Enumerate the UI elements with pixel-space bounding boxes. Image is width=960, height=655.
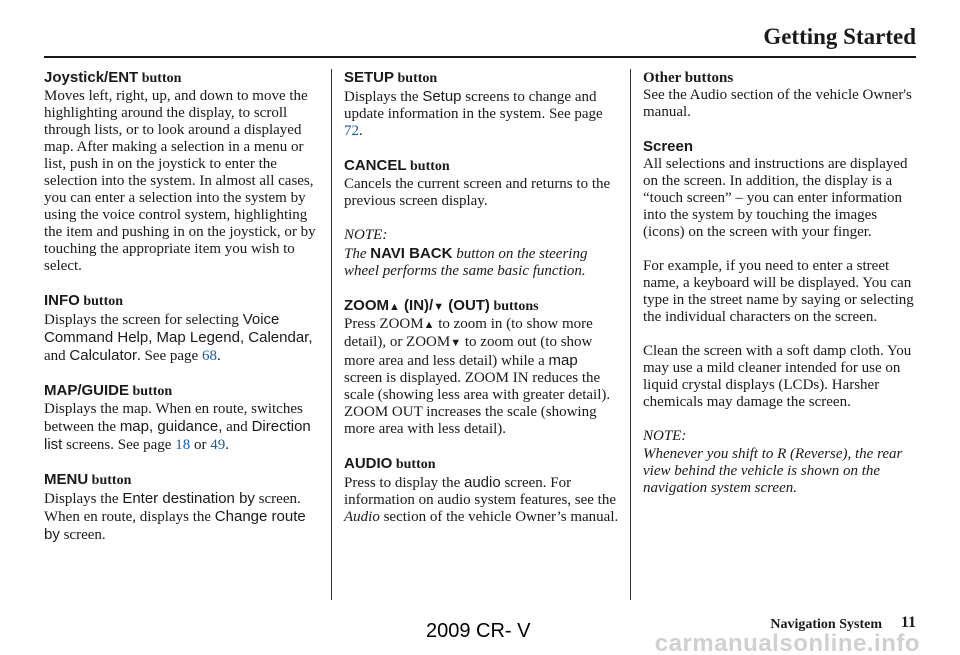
heading-map-guide: MAP/GUIDE button	[44, 382, 173, 399]
body-screen-2: For example, if you need to enter a street name, a keyboard will be displayed. You can type in the street name by saying or selecting the individual characters on the screen.	[643, 258, 914, 325]
section-cancel	[344, 157, 619, 210]
header-rule	[44, 56, 916, 58]
heading-menu: MENU button	[44, 471, 132, 488]
page-link-72[interactable]: 72	[344, 123, 359, 139]
body-screen-1: All selections and instructions are displayed on the screen. In addition, the display is a “touch screen” – you can enter information into the system by touching the images (icons) on the screen with your finger.	[643, 156, 908, 240]
column-divider-2	[630, 69, 631, 600]
section-note-reverse	[643, 428, 918, 497]
page-link-68[interactable]: 68	[201, 348, 217, 364]
section-note-navi-back	[344, 227, 619, 280]
section-audio	[344, 455, 619, 526]
body-cancel: Cancels the current screen and returns to the previous screen display.	[344, 176, 611, 209]
section-info	[44, 292, 324, 365]
note-body: Whenever you shift to R (Reverse), the rear view behind the vehicle is shown on the navigation system screen.	[643, 446, 903, 496]
heading-info: INFO button	[44, 292, 124, 309]
body-map-guide: Displays the map. When en route, switches between the map, guidance, and Direction list screens. See page 18 or 49.	[44, 401, 311, 453]
page-link-18[interactable]: 18	[175, 437, 191, 453]
body-info: Displays the screen for selecting Voice Command Help, Map Legend, Calendar, and Calculator. See page 68.	[44, 311, 313, 364]
section-joystick	[44, 69, 324, 275]
heading-joystick: Joystick/ENT button	[44, 69, 182, 86]
section-zoom	[344, 297, 619, 438]
note-label: NOTE:	[643, 428, 687, 444]
note-body: The NAVI BACK button on the steering wheel performs the same basic function.	[344, 245, 588, 279]
triangle-up-icon: ▲	[389, 301, 400, 313]
body-zoom: Press ZOOM▲ to zoom in (to show more detail), or ZOOM▼ to zoom out (to show more area and less detail) while a map screen is displayed. ZOOM IN reduces the scale (showing less area with greater detail). ZOOM OUT increases the scale (showing more area with less detail).	[344, 316, 611, 437]
triangle-down-icon: ▼	[450, 337, 462, 349]
body-audio: Press to display the audio screen. For information on audio system features, see the Audio section of the vehicle Owner’s manual.	[344, 474, 619, 525]
body-joystick: Moves left, right, up, and down to move the highlighting around the display, to scroll through lists, or to look around a displayed map. After making a selection in a menu or list, push in on the joystick to enter the selection into the system. In almost all cases, you can enter a selection into the system by using the voice control system, highlighting the item and pushing in on the joystick, or by touching the appropriate item you wish to select.	[44, 88, 316, 274]
column-2	[344, 69, 619, 543]
heading-setup: SETUP button	[344, 69, 438, 86]
body-other-buttons: See the Audio section of the vehicle Owner's manual.	[643, 87, 912, 120]
column-divider-1	[331, 69, 332, 600]
footer-section-title: Navigation System	[770, 617, 882, 632]
section-screen	[643, 138, 918, 411]
section-setup	[344, 69, 619, 140]
body-screen-3: Clean the screen with a soft damp cloth. You may use a mild cleaner intended for use on liquid crystal displays (LCDs). Harsher chemicals may damage the screen.	[643, 343, 912, 410]
watermark: carmanualsonline.info	[654, 630, 920, 655]
heading-cancel: CANCEL button	[344, 157, 450, 174]
body-menu: Displays the Enter destination by screen. When en route, displays the Change route by screen.	[44, 490, 306, 543]
heading-other-buttons: Other buttons	[643, 70, 734, 86]
heading-screen: Screen	[643, 138, 694, 155]
heading-zoom: ZOOM▲ (IN)/▼ (OUT) buttons	[344, 297, 539, 314]
section-other-buttons	[643, 69, 918, 121]
footer-model: 2009 CR- V	[426, 620, 531, 642]
column-3	[643, 69, 918, 514]
page-number: 11	[900, 614, 916, 631]
note-label: NOTE:	[344, 227, 388, 243]
section-map-guide	[44, 382, 324, 454]
page-link-49[interactable]: 49	[210, 437, 226, 453]
triangle-down-icon: ▼	[433, 301, 445, 313]
column-1	[44, 69, 324, 561]
body-setup: Displays the Setup screens to change and update information in the system. See page 72.	[344, 88, 603, 139]
heading-audio: AUDIO button	[344, 455, 436, 472]
triangle-up-icon: ▲	[423, 319, 435, 331]
section-menu	[44, 471, 324, 544]
page-header-title: Getting Started	[763, 24, 916, 49]
